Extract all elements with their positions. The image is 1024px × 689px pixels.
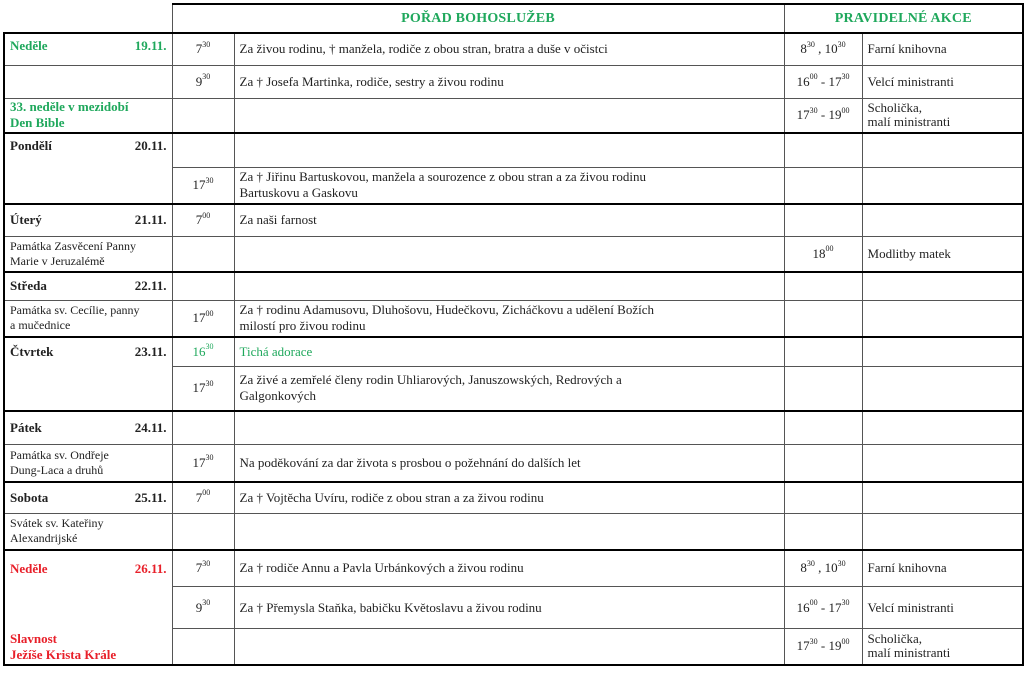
mass-intention: Za † Vojtěcha Uvíru, rodiče z obou stran a za živou rodinu (234, 482, 784, 514)
day-name: Neděle (10, 560, 48, 576)
day-date: 21.11. (134, 212, 167, 228)
day-note: Památka Zasvěcení Panny Marie v Jeruzalémě (4, 237, 172, 272)
day-name: Neděle (10, 38, 48, 53)
table-row (4, 514, 1023, 550)
day-note: Svátek sv. Kateřiny Alexandrijské (4, 514, 172, 550)
event-name (862, 337, 1023, 367)
table-row (4, 65, 1023, 98)
header-row (4, 4, 1023, 33)
event-name (862, 482, 1023, 514)
day-name: Pondělí (10, 137, 52, 153)
mass-time: $7^{30}$ (172, 33, 234, 65)
table-row (4, 98, 1023, 133)
day-note: 33. neděle v mezidobí Den Bible (4, 98, 172, 133)
event-name: Velcí ministranti (862, 587, 1023, 629)
event-time (784, 272, 862, 301)
mass-time: $17^{30}$ (172, 168, 234, 204)
day-date: 20.11. (134, 137, 167, 153)
mass-time (172, 272, 234, 301)
day-note: Památka sv. Cecílie, panny a mučednice (4, 301, 172, 337)
event-time: $8^{30}$ , $10^{30}$ (784, 33, 862, 65)
event-name (862, 204, 1023, 237)
event-time: $17^{30} - 19^{00}$ (784, 629, 862, 665)
day-cell (4, 411, 172, 445)
table-row (4, 629, 1023, 665)
table-row (4, 204, 1023, 237)
mass-time (172, 411, 234, 445)
mass-time: $7^{00}$ (172, 204, 234, 237)
table-row (4, 550, 1023, 587)
table-row (4, 367, 1023, 411)
event-time (784, 514, 862, 550)
day-name: Sobota (10, 489, 49, 505)
mass-time (172, 629, 234, 665)
services-title: POŘAD BOHOSLUŽEB (172, 4, 784, 33)
event-time: $16^{00} - 17^{30}$ (784, 587, 862, 629)
mass-time (172, 237, 234, 272)
table-row (4, 301, 1023, 337)
event-time: $8^{30}$ , $10^{30}$ (784, 550, 862, 587)
event-time (784, 301, 862, 337)
event-time (784, 168, 862, 204)
event-name: Scholička, malí ministranti (862, 629, 1023, 665)
day-name: Úterý (10, 212, 42, 228)
day-cell (4, 550, 172, 587)
table-row (4, 482, 1023, 514)
table-row (4, 237, 1023, 272)
mass-time: $7^{30}$ (172, 550, 234, 587)
event-time: $18^{00}$ (784, 237, 862, 272)
mass-time: $9^{30}$ (172, 65, 234, 98)
mass-intention: Na poděkování za dar života s prosbou o požehnání do dalších let (234, 445, 784, 482)
event-name (862, 411, 1023, 445)
table-row (4, 337, 1023, 367)
day-date: 25.11. (134, 489, 167, 505)
adoration-time: $16^{30}$ (172, 337, 234, 367)
event-name (862, 367, 1023, 411)
event-name: Modlitby matek (862, 237, 1023, 272)
mass-time: $9^{30}$ (172, 587, 234, 629)
day-date: 26.11. (134, 560, 167, 576)
day-date: 19.11. (134, 38, 167, 53)
event-time (784, 204, 862, 237)
mass-intention (234, 411, 784, 445)
day-cell-empty (4, 587, 172, 629)
event-name (862, 272, 1023, 301)
day-name: Středa (10, 278, 47, 294)
mass-intention: Za živé a zemřelé členy rodin Uhliarových, Januszowských, Redrových a Galgonkových (234, 367, 784, 411)
mass-intention: Za † Přemysla Staňka, babičku Květoslavu a živou rodinu (234, 587, 784, 629)
event-name (862, 301, 1023, 337)
table-row (4, 272, 1023, 301)
event-name (862, 168, 1023, 204)
day-name: Pátek (10, 419, 42, 435)
event-time (784, 411, 862, 445)
event-name: Farní knihovna (862, 33, 1023, 65)
table-row (4, 33, 1023, 65)
mass-intention (234, 629, 784, 665)
mass-time: $17^{30}$ (172, 445, 234, 482)
day-name: Čtvrtek (10, 344, 54, 359)
mass-intention (234, 98, 784, 133)
mass-time (172, 514, 234, 550)
day-cell (4, 337, 172, 367)
day-date: 22.11. (134, 278, 167, 294)
mass-time (172, 133, 234, 168)
mass-intention (234, 237, 784, 272)
table-row (4, 133, 1023, 168)
mass-time: $7^{00}$ (172, 482, 234, 514)
mass-intention (234, 133, 784, 168)
day-cell (4, 482, 172, 514)
table-row (4, 168, 1023, 204)
day-date: 23.11. (134, 344, 167, 359)
event-time (784, 482, 862, 514)
mass-intention (234, 514, 784, 550)
mass-time (172, 98, 234, 133)
mass-intention: Za † Josefa Martinka, rodiče, sestry a živou rodinu (234, 65, 784, 98)
event-name (862, 514, 1023, 550)
day-cell-empty (4, 367, 172, 411)
day-date: 24.11. (134, 419, 167, 435)
event-name: Farní knihovna (862, 550, 1023, 587)
event-time (784, 337, 862, 367)
mass-intention: Za naši farnost (234, 204, 784, 237)
day-cell (4, 204, 172, 237)
events-title: PRAVIDELNÉ AKCE (784, 4, 1023, 33)
event-name: Velcí ministranti (862, 65, 1023, 98)
day-cell-empty (4, 65, 172, 98)
event-name: Scholička, malí ministranti (862, 98, 1023, 133)
table-row (4, 587, 1023, 629)
day-note: Památka sv. Ondřeje Dung-Laca a druhů (4, 445, 172, 482)
mass-time: $17^{30}$ (172, 367, 234, 411)
event-time: $16^{00} - 17^{30}$ (784, 65, 862, 98)
event-name (862, 445, 1023, 482)
event-time: $17^{30} - 19^{00}$ (784, 98, 862, 133)
mass-time: $17^{00}$ (172, 301, 234, 337)
day-note: Slavnost Ježíše Krista Krále (4, 629, 172, 665)
day-cell (4, 272, 172, 301)
day-cell (4, 133, 172, 168)
mass-intention: Za † Jiřinu Bartuskovou, manžela a sourozence z obou stran a za živou rodinu Bartuskovu a Gaskovu (234, 168, 784, 204)
event-name (862, 133, 1023, 168)
mass-intention: Za živou rodinu, † manžela, rodiče z obou stran, bratra a duše v očistci (234, 33, 784, 65)
table-row (4, 445, 1023, 482)
event-time (784, 133, 862, 168)
event-time (784, 445, 862, 482)
mass-intention: Za † rodinu Adamusovu, Dluhošovu, Hudečkovu, Zicháčkovu a udělení Božích milostí pro živou rodinu (234, 301, 784, 337)
adoration-text: Tichá adorace (234, 337, 784, 367)
event-time (784, 367, 862, 411)
mass-intention (234, 272, 784, 301)
header-blank (4, 4, 172, 33)
table-row (4, 411, 1023, 445)
mass-intention: Za † rodiče Annu a Pavla Urbánkových a živou rodinu (234, 550, 784, 587)
schedule-table (3, 3, 1024, 666)
day-cell (4, 33, 172, 65)
day-cell-empty (4, 168, 172, 204)
